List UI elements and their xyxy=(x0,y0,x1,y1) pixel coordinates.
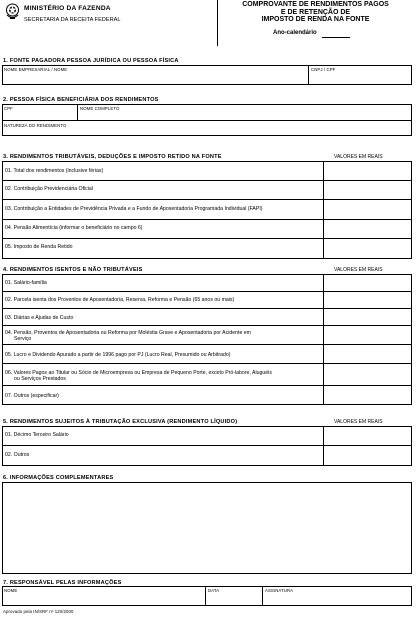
exempt-row-7-value[interactable] xyxy=(325,386,411,404)
section-2-title: 2. PESSOA FÍSICA BENEFICIÁRIA DOS RENDIMENTOS xyxy=(3,97,159,103)
nature-field[interactable] xyxy=(4,128,410,135)
payer-divider xyxy=(308,65,309,85)
signature-field[interactable] xyxy=(265,593,410,604)
document-title: COMPROVANTE DE RENDIMENTOS PAGOS E DE RETENÇÃO DE IMPOSTO DE RENDA NA FONTE xyxy=(242,1,389,23)
payer-cnpj-field[interactable] xyxy=(311,72,410,83)
cpf-field[interactable] xyxy=(4,111,75,119)
taxable-row-5-label: 05. Imposto de Renda Retido xyxy=(5,244,73,250)
payer-name-field[interactable] xyxy=(4,72,306,83)
exempt-row-2-value[interactable] xyxy=(325,292,411,308)
exempt-row-7-label: 07. Outros (especificar) xyxy=(5,393,59,399)
ministry-name: MINISTÉRIO DA FAZENDA xyxy=(24,5,111,12)
exempt-row-4-value[interactable] xyxy=(325,326,411,344)
section-1-title: 1. FONTE PAGADORA PESSOA JURÍDICA OU PESSOA FÍSICA xyxy=(3,58,179,64)
date-label: DATA xyxy=(208,588,220,593)
exempt-row-6-label: 06. Valores Pagos ao Titular ou Sócio de Microempresa ou Empresa de Pequeno Porte, exceto Pró-labore, Aluguéis xyxy=(5,370,272,376)
responsible-divider-1 xyxy=(205,586,206,606)
full-name-field[interactable] xyxy=(80,111,410,119)
section-5-title: 5. RENDIMENTOS SUJEITOS À TRIBUTAÇÃO EXCLUSIVA (RENDIMENTO LÍQUIDO) xyxy=(3,419,238,425)
exempt-row-2-label: 02. Parcela isenta dos Proventos de Aposentadoria, Reserva, Reforma e Pensão (65 anos ou mais) xyxy=(5,297,235,303)
taxable-row-1-value[interactable] xyxy=(325,162,411,180)
exclusive-row-1-label: 01. Décimo Terceiro Salário xyxy=(5,432,69,438)
section-3-title: 3. RENDIMENTOS TRIBUTÁVEIS, DEDUÇÕES E IMPOSTO RETIDO NA FONTE xyxy=(3,154,222,160)
responsible-name-field[interactable] xyxy=(4,593,203,604)
exclusive-row-2-label: 02. Outros xyxy=(5,452,30,458)
taxable-row-4-label: 04. Pensão Alimentícia (informar o beneficiário no campo 6) xyxy=(5,225,143,231)
exempt-row-3-value[interactable] xyxy=(325,309,411,325)
complementary-info-field[interactable] xyxy=(4,484,410,572)
exempt-row-6-value[interactable] xyxy=(325,364,411,385)
taxable-row-2-label: 02. Contribuição Previdenciária Oficial xyxy=(5,186,93,192)
taxable-row-3-value[interactable] xyxy=(325,200,411,219)
section-3-values-label: VALORES EM REAIS xyxy=(334,154,383,160)
section-4-values-label: VALORES EM REAIS xyxy=(334,267,383,273)
exclusive-row-2-value[interactable] xyxy=(325,446,411,465)
taxable-row-2-value[interactable] xyxy=(325,181,411,199)
section-4-title: 4. RENDIMENTOS ISENTOS E NÃO TRIBUTÁVEIS xyxy=(3,267,143,273)
taxable-row-3-label: 03. Contribuição a Entidades de Previdência Privada e a Fundo de Aposentadoria Programada Individual (FAPI) xyxy=(5,206,263,212)
section-7-title: 7. RESPONSÁVEL PELAS INFORMAÇÕES xyxy=(3,580,122,586)
taxable-row-1-label: 01. Total dos rendimentos (inclusive férias) xyxy=(5,168,104,174)
exempt-row-1-label: 01. Salário-família xyxy=(5,280,47,286)
beneficiary-col-divider xyxy=(77,104,78,120)
section-6-title: 6. INFORMAÇÕES COMPLEMENTARES xyxy=(3,475,114,481)
exempt-row-4-label: 04. Pensão, Proventos de Aposentadoria ou Reforma por Moléstia Grave e Aposentadoria por Acidente em xyxy=(5,330,251,336)
coat-of-arms-icon xyxy=(5,3,20,21)
calendar-year-field[interactable] xyxy=(322,37,350,38)
exempt-row-6-label-cont: ou Serviços Prestados xyxy=(14,376,66,382)
section-3-values-divider xyxy=(323,161,324,259)
exclusive-row-1-value[interactable] xyxy=(325,427,411,445)
signature-label: ASSINATURA xyxy=(265,588,294,593)
taxable-row-5-value[interactable] xyxy=(325,239,411,258)
taxable-row-4-value[interactable] xyxy=(325,220,411,238)
cpf-label: CPF xyxy=(4,106,13,111)
responsible-divider-2 xyxy=(262,586,263,606)
exempt-row-1-value[interactable] xyxy=(325,275,411,291)
exempt-row-5-label: 05. Lucro e Dividendo Apurado a partir de 1996 pago por PJ (Lucro Real, Presumido ou Arbitrado) xyxy=(5,352,231,358)
exempt-row-4-label-cont: Serviço xyxy=(14,336,32,342)
responsible-name-label: NOME xyxy=(4,588,18,593)
exempt-row-3-label: 03. Diárias e Ajudas de Custo xyxy=(5,315,74,321)
payer-cnpj-label: CNPJ / CPF xyxy=(311,67,336,72)
approval-footnote: Aprovado pela IN/SRF nº 120/2000 xyxy=(3,609,74,614)
full-name-label: NOME COMPLETO xyxy=(80,106,120,111)
payer-name-label: NOME EMPRESARIAL / NOME xyxy=(4,67,68,72)
beneficiary-row-divider xyxy=(2,120,412,121)
date-field[interactable] xyxy=(208,593,260,604)
section-5-values-label: VALORES EM REAIS xyxy=(334,419,383,425)
section-5-values-divider xyxy=(323,426,324,466)
nature-label: NATUREZA DO RENDIMENTO xyxy=(4,123,67,128)
secretariat-name: SECRETARIA DA RECEITA FEDERAL xyxy=(24,17,121,23)
exempt-row-5-value[interactable] xyxy=(325,345,411,363)
calendar-year-label: Ano-calendário xyxy=(273,30,317,36)
